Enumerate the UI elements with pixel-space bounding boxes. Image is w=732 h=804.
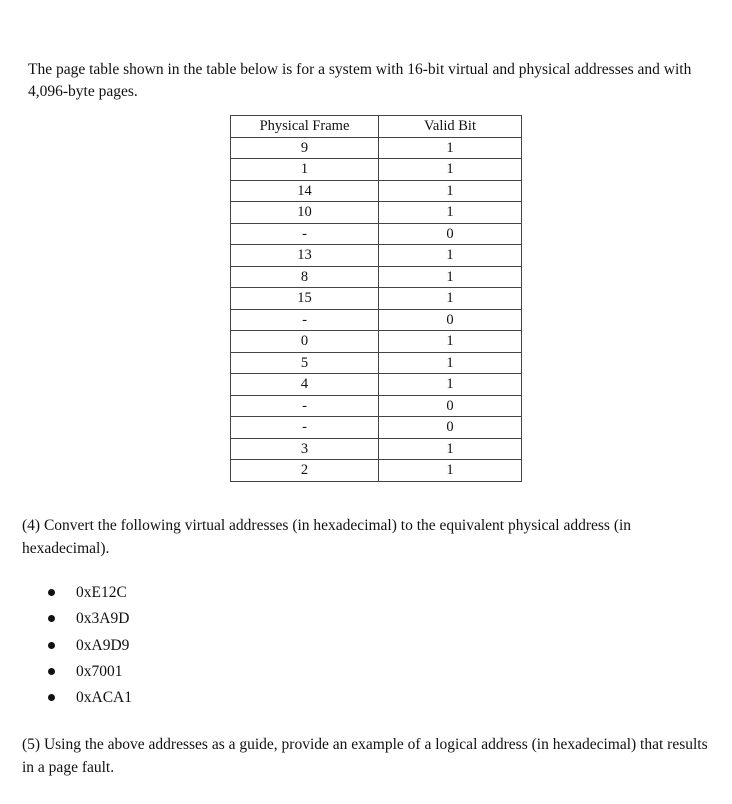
valid-bit-cell: 1 (379, 202, 522, 224)
list-item (48, 661, 132, 687)
bullet-icon (48, 694, 55, 701)
valid-bit-cell: 1 (379, 137, 522, 159)
address-list (48, 582, 132, 713)
physical-frame-cell: 1 (231, 159, 379, 181)
valid-bit-cell: 1 (379, 438, 522, 460)
valid-bit-cell: 1 (379, 288, 522, 310)
valid-bit-cell: 1 (379, 331, 522, 353)
table-row (231, 245, 522, 267)
list-item (48, 608, 132, 634)
table-row (231, 202, 522, 224)
address-value: 0x3A9D (76, 610, 130, 628)
address-value: 0xE12C (76, 584, 127, 601)
table-row (231, 417, 522, 439)
table-row (231, 438, 522, 460)
question-5: (5) Using the above addresses as a guide, provide an example of a logical address (in hexadecimal) that results in a page fault. (22, 736, 708, 776)
table-row (231, 460, 522, 482)
table-row (231, 266, 522, 288)
valid-bit-cell: 0 (379, 309, 522, 331)
physical-frame-cell: 8 (231, 266, 379, 288)
bullet-icon (48, 589, 55, 596)
valid-bit-cell: 1 (379, 245, 522, 267)
physical-frame-cell: 5 (231, 352, 379, 374)
physical-frame-cell: - (231, 309, 379, 331)
table-row (231, 223, 522, 245)
valid-bit-cell: 0 (379, 223, 522, 245)
bullet-icon (48, 615, 55, 622)
physical-frame-cell: - (231, 223, 379, 245)
valid-bit-cell: 1 (379, 180, 522, 202)
table-row (231, 352, 522, 374)
question-4: (4) Convert the following virtual addresses (in hexadecimal) to the equivalent physical address (in hexadecimal). (22, 517, 632, 557)
valid-bit-cell: 1 (379, 159, 522, 181)
table-row (231, 374, 522, 396)
physical-frame-cell: 3 (231, 438, 379, 460)
address-value: 0xA9D9 (76, 636, 130, 654)
valid-bit-cell: 0 (379, 395, 522, 417)
physical-frame-cell: 15 (231, 288, 379, 310)
table-row (231, 180, 522, 202)
physical-frame-cell: 14 (231, 180, 379, 202)
list-item (48, 635, 132, 661)
physical-frame-cell: - (231, 417, 379, 439)
valid-bit-header: Valid Bit (379, 116, 522, 138)
physical-frame-cell: 9 (231, 137, 379, 159)
list-item (48, 687, 132, 713)
valid-bit-cell: 0 (379, 417, 522, 439)
page-table-body (231, 137, 522, 481)
bullet-icon (48, 642, 55, 649)
page-table-header-row (231, 116, 522, 138)
table-row (231, 309, 522, 331)
page-table (230, 115, 522, 482)
physical-frame-cell: 10 (231, 202, 379, 224)
list-item (48, 582, 132, 608)
physical-frame-header: Physical Frame (231, 116, 379, 138)
bullet-icon (48, 668, 55, 675)
valid-bit-cell: 1 (379, 460, 522, 482)
physical-frame-cell: 4 (231, 374, 379, 396)
table-row (231, 288, 522, 310)
valid-bit-cell: 1 (379, 374, 522, 396)
physical-frame-cell: 0 (231, 331, 379, 353)
valid-bit-cell: 1 (379, 266, 522, 288)
valid-bit-cell: 1 (379, 352, 522, 374)
physical-frame-cell: - (231, 395, 379, 417)
table-row (231, 331, 522, 353)
address-value: 0xACA1 (76, 689, 132, 707)
physical-frame-cell: 13 (231, 245, 379, 267)
table-row (231, 159, 522, 181)
physical-frame-cell: 2 (231, 460, 379, 482)
table-row (231, 395, 522, 417)
address-value: 0x7001 (76, 662, 123, 680)
table-row (231, 137, 522, 159)
intro-paragraph: The page table shown in the table below is for a system with 16-bit virtual and physical addresses and with 4,096-byte pages. (28, 61, 692, 100)
